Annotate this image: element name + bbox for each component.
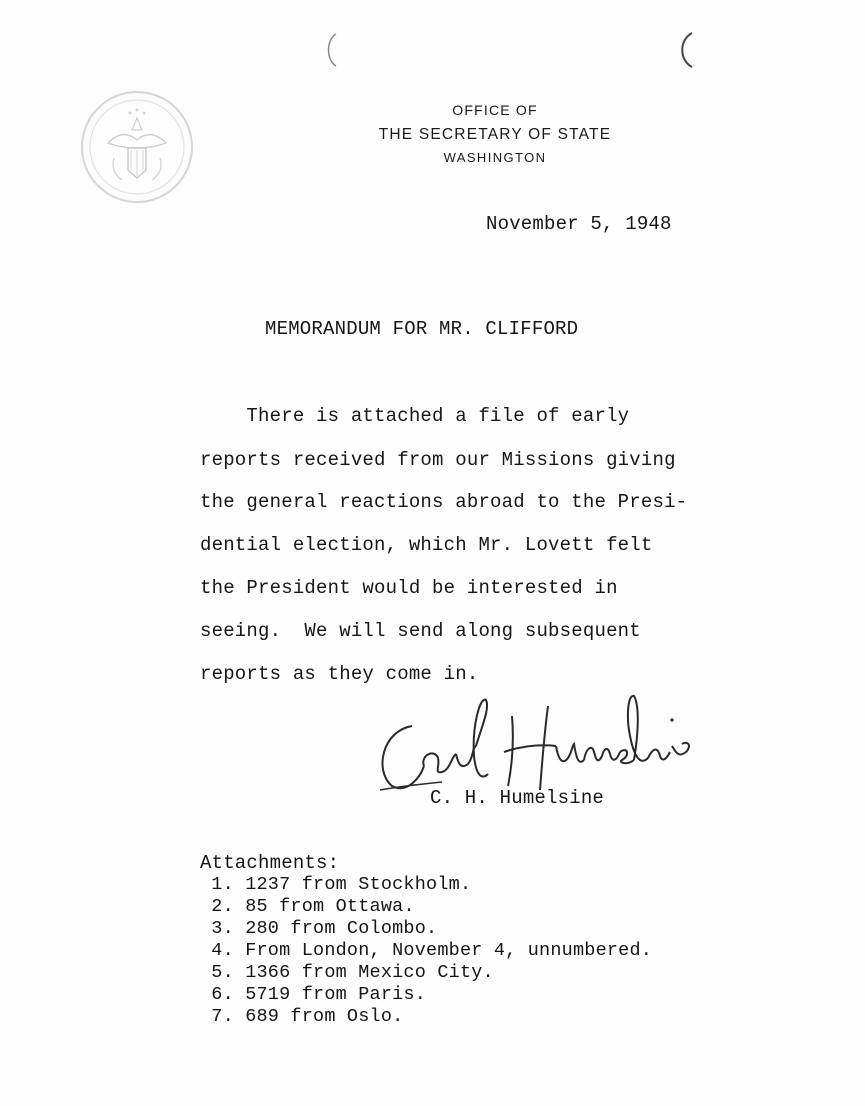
punch-hole-mark-right bbox=[676, 30, 696, 70]
attachment-item: 1. 1237 from Stockholm. bbox=[200, 874, 472, 895]
body-line: reports received from our Missions giving bbox=[200, 449, 676, 471]
letterhead-title: THE SECRETARY OF STATE bbox=[378, 126, 612, 143]
attachment-item: 4. From London, November 4, unnumbered. bbox=[200, 940, 653, 961]
body-line: There is attached a file of early bbox=[200, 405, 630, 427]
body-line: the President would be interested in bbox=[200, 577, 618, 599]
attachment-item: 6. 5719 from Paris. bbox=[200, 984, 427, 1005]
attachments-heading: Attachments: bbox=[200, 852, 340, 874]
letterhead-office-of: OFFICE OF bbox=[452, 102, 538, 118]
attachment-item: 7. 689 from Oslo. bbox=[200, 1006, 404, 1027]
embossed-seal-icon bbox=[78, 88, 196, 206]
memo-date: November 5, 1948 bbox=[486, 213, 672, 235]
memo-heading: MEMORANDUM FOR MR. CLIFFORD bbox=[265, 318, 579, 340]
body-line: dential election, which Mr. Lovett felt bbox=[200, 534, 653, 556]
body-line: the general reactions abroad to the Presi- bbox=[200, 491, 688, 513]
attachment-item: 3. 280 from Colombo. bbox=[200, 918, 438, 939]
signatory-name: C. H. Humelsine bbox=[430, 787, 605, 809]
letterhead-city: WASHINGTON bbox=[443, 150, 547, 165]
body-line: reports as they come in. bbox=[200, 663, 479, 685]
attachment-item: 5. 1366 from Mexico City. bbox=[200, 962, 494, 983]
punch-hole-mark-left bbox=[322, 30, 342, 70]
body-line: seeing. We will send along subsequent bbox=[200, 620, 641, 642]
attachment-item: 2. 85 from Ottawa. bbox=[200, 896, 415, 917]
